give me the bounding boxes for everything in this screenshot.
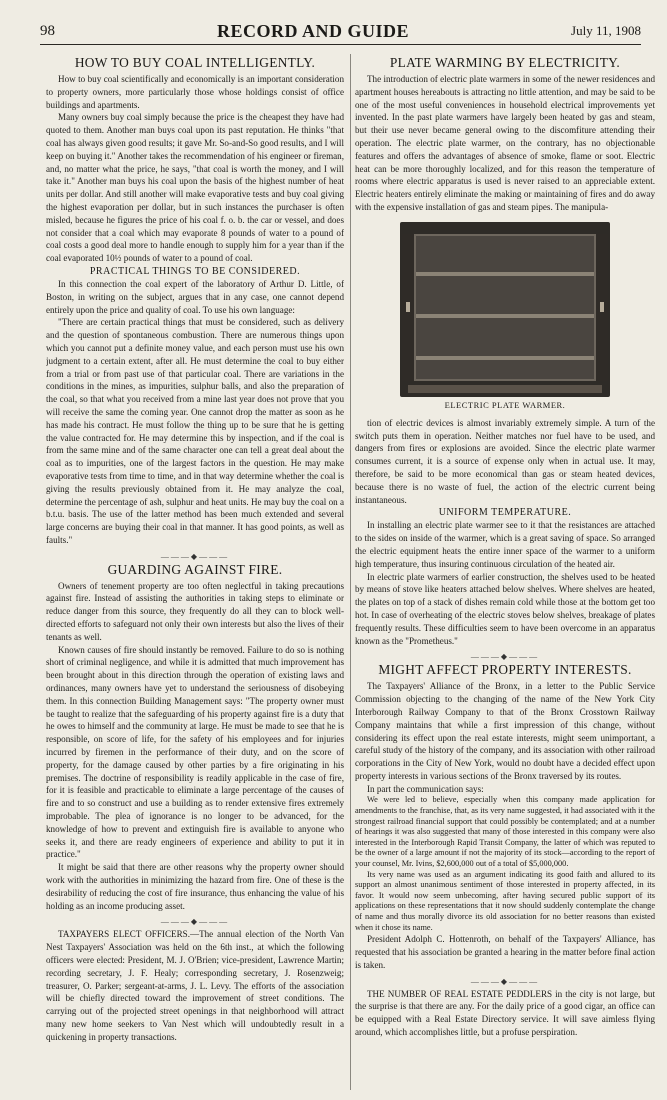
section-ornament: ———◆——— <box>160 917 230 927</box>
right-column <box>355 56 655 1039</box>
paragraph: How to buy coal scientifically and economically is an important consideration to property owners, more particularly those whose holdings consist of office buildings and apartments. <box>46 74 344 110</box>
shelf <box>416 356 594 360</box>
plate-warmer-illustration <box>400 222 610 397</box>
paragraph: Known causes of fire should instantly be removed. Failure to do so is nothing short of criminal negligence, and while it is admitted that much improvement has been brought about in this direction through the operation of existing laws and ordinances, many owners have yet to understand the seriousness of disobeying them. In this connection Building Management says: "The property owner must be taught to realize that the safeguarding of his property against fire is a duty that he owes to himself and the community at large. He must be made to see that he is responsible, on score of life, for the safety of his employees and for injuries incurred by firemen in the performance of their duty, and on the score of property, for the damage caused by other parties by a fire originating in his premises. The doctrine of responsibility is readily applicable in the case of fire, for it is feasible and practicable to eliminate a large percentage of the causes of fire and to so construct and use a building as to render extensive fires extremely improbable. The plea of ignorance is no longer to be advanced, for the knowledge of how to prevent and extinguish fire is available to anyone who seeks it, and there are ready engineers of experience and ability to put it in practice." <box>46 644 344 860</box>
subheading: UNIFORM TEMPERATURE. <box>438 507 572 519</box>
paragraph: In installing an electric plate warmer see to it that the resistances are attached to the sides on inside of the warmer, which is a great saving of space. So arranged the electric equipment heats the entire inner space of the warmer to a uniform high temperature, thus insuring continuous circulation of the heated air. <box>355 520 655 569</box>
masthead: RECORD AND GUIDE <box>217 20 410 41</box>
shelf <box>416 314 594 318</box>
article-title-plate: PLATE WARMING BY ELECTRICITY. <box>389 56 621 70</box>
quoted-paragraph: We were led to believe, especially when this company made application for amendments to the franchise, that, as its very name suggested, it had associated with it the strongest railroad financial support that could possibly be contemplated; and at a number of hearings it was also suggested that many of those interested in this company were also interested in the Interborough Rapid Transit Company, the latter of which was reputed to be the owner of a large amount if not the majority of its stock—according to the report of your counsel, Mr. Ivins, $2,600,000 out of a total of $5,000,000. <box>355 795 655 869</box>
subheading: PRACTICAL THINGS TO BE CONSIDERED. <box>89 265 301 277</box>
paragraph: In electric plate warmers of earlier construction, the shelves used to be heated by means of stove like heaters attached below shelves. Where shelves are heated, the plates on top of a stack of dishes remain cold while those at the bottom get too hot. In case of overheating of the electric stoves below shelves, breakage of plates frequently results. These difficulties seem to have been overcome in an apparatus known as the "Prometheus." <box>355 571 655 646</box>
paragraph: The introduction of electric plate warmers in some of the newer residences and apartment houses hereabouts is attracting no little attention, and may be said to be one of the most useful conveniences in household electrical improvements yet invented. In the past plate warmers have largely been heated by gas and steam, but their use never became general owing to the discomfiture attending their operation. The electric plate warmer, on the contrary, has no objectionable features and offers the advantages of absence of smoke, flame or soot. Electric heat can be more thoroughly localized, and for this reason the temperature of rooms where electric apparatus is used is never raised to an appreciable extent. Electric heaters entirely eliminate the making or maintaining of fires and do away with the expensive installation of gas and steam pipes. The manipula- <box>355 74 655 212</box>
paragraph: "There are certain practical things that must be considered, such as delivery and the question of spontaneous combustion. There are numerous things upon which you cannot put a definite money value, and each person must use his own judgment to a certain extent, after all. He must determine the coal to buy either from a trial or from past use of that particular coal. There are variations in the conditions in the mines, as impurities, sulphur balls, and also the preparation of the coal, so that what you received from a mine last year does not prove that you will receive the same the coming year. One cannot drop the matter as soon as he has made his contract. He must follow the thing up to be sure that he is getting the value contracted for. He may determine this by inspection, and if the coal is from the same mine and of the same character one can tell a great deal about the coal as to impurities, one of the largest factors in the question. He may make evaporative tests from time to time, and in that way determine whether the coal is giving the results previously obtained from it. He may analyze the coal, determine the percentage of ash, sulphur and heat units. He may buy the coal on a b.t.u. basis. The use of the latter method has been much extended and several large concerns are buying their coal in that manner. It has good points, as well as faults." <box>46 317 344 545</box>
paragraph: Many owners buy coal simply because the price is the cheapest they have had quoted to them. Another man buys coal upon its past reputation. He thinks "that coal has always given good results; it gave Mr. So-and-So good results, and I will keep on buying it." Another takes the recommendation of his engineer or fireman, and, no matter what the price, he says, "that coal is worth the money, and I will take it." Another man buys his coal upon the basis of the highest number of heat units per dollar. And still another will make evaporative tests and buy coal giving the highest evaporation per dollar, but in such instances the purchaser is often misled, because he figures the price of his coal f. o. b. the car or vessel, and does not consider that a coal which may evaporate 8 pounds of water to a pound of coal costs a good deal more to handle enough to supply him for a year than if the coal evaporated 10½ pounds of water to a pound of coal. <box>46 112 344 264</box>
door-handle <box>600 302 604 312</box>
page-header <box>40 18 641 45</box>
section-ornament: ———◆——— <box>470 652 540 662</box>
figure-caption: ELECTRIC PLATE WARMER. <box>444 399 566 410</box>
issue-date: July 11, 1908 <box>571 23 641 38</box>
section-ornament: ———◆——— <box>470 976 540 986</box>
paragraph: It might be said that there are other reasons why the property owner should work with the authorities in minimizing the hazard from fire. One of these is the desirability of reducing the cost of fire insurance, thus enhancing the value of his holding as an income producing asset. <box>46 862 344 911</box>
column-divider <box>350 54 351 1090</box>
paragraph: In this connection the coal expert of the laboratory of Arthur D. Little, of Boston, in writing on the subject, argues that in any case, one cannot depend entirely upon the price and quality of coal. To use his own language: <box>46 278 344 315</box>
left-column <box>46 56 344 1044</box>
paragraph: tion of electric devices is almost invariably extremely simple. A turn of the switch puts them in operation. Neither matches nor fuel have to be used, and dangers from fires or explosions are avoided. Since the electric plate warmer consumes current, it is a source of expense only when in actual use. It may, therefore, be said to be more economical than gas or steam heated devices, because there is no waste of fuel, the action of the electric current being instantaneous. <box>355 417 655 505</box>
article-title-fire: GUARDING AGAINST FIRE. <box>107 561 283 577</box>
door-handle <box>406 302 410 312</box>
page-number: 98 <box>40 22 55 39</box>
cabinet-base <box>408 385 602 393</box>
paragraph: The Taxpayers' Alliance of the Bronx, in a letter to the Public Service Commission objecting to the changing of the name of the New York City Interborough Railway Company to that of the Bronx Crosstown Railway Company maintains that while a first impression of this change, without considering its effect upon the real estate interests, might seem unimportant, a careful study of the history of the company, and its association with other railroad corporations in the City of New York, would no doubt have a decided effect upon property interests in various sections of the Bronx traversed by its routes. <box>355 681 655 781</box>
shelf <box>416 272 594 276</box>
paragraph: In part the communication says: <box>367 783 484 794</box>
paragraph: THE NUMBER OF REAL ESTATE PEDDLERS in the city is not large, but the surprise is that there are any. For the daily price of a good cigar, an office can be equipped with a Real Estate Directory service. It will save aimless flying around, which accomplishes little, but a profuse perspiration. <box>355 988 655 1037</box>
section-ornament: ———◆——— <box>160 551 230 561</box>
paragraph: Owners of tenement property are too often neglectful in taking precautions against fire. Instead of assisting the authorities in taking steps to eliminate or reduce danger from this source, they frequently do all they can to block well-directed efforts to safeguard not only their own interests but also the lives of their tenants as well. <box>46 580 344 642</box>
article-title-property: MIGHT AFFECT PROPERTY INTERESTS. <box>378 662 632 678</box>
paragraph: TAXPAYERS ELECT OFFICERS.—The annual election of the North Van Nest Taxpayers' Association was held on the 6th inst., at which the following officers were elected: President, M. J. O'Brien; vice-president, Lawrence Martin; recording secretary, J. F. Healy; corresponding secretary, J. Rosenzweig; treasurer, O. Parker; sergeant-at-arms, J. L. Levy. The efforts of the association will be chiefly directed toward the improvement of street conditions. The carrying out of the projected street openings in that neighborhood will attract many new home seekers to Van Nest which will undoubtedly result in a quickening in property transactions. <box>46 929 344 1042</box>
paragraph: President Adolph C. Hottenroth, on behalf of the Taxpayers' Alliance, has requested that his association be granted a hearing in the matter before final action is taken. <box>355 934 655 970</box>
quoted-paragraph: Its very name was used as an argument indicating its good faith and allured to its support an almost unanimous sentiment of those interested in property affected, in its favor. It would now seem unbecoming, after having secured public support of its applications on these representations that it now should suddenly contemplate the change of name and thus morally divorce its old association for no better reasons than existed when it chose its name. <box>355 869 655 932</box>
article-title-coal: HOW TO BUY COAL INTELLIGENTLY. <box>74 56 316 70</box>
